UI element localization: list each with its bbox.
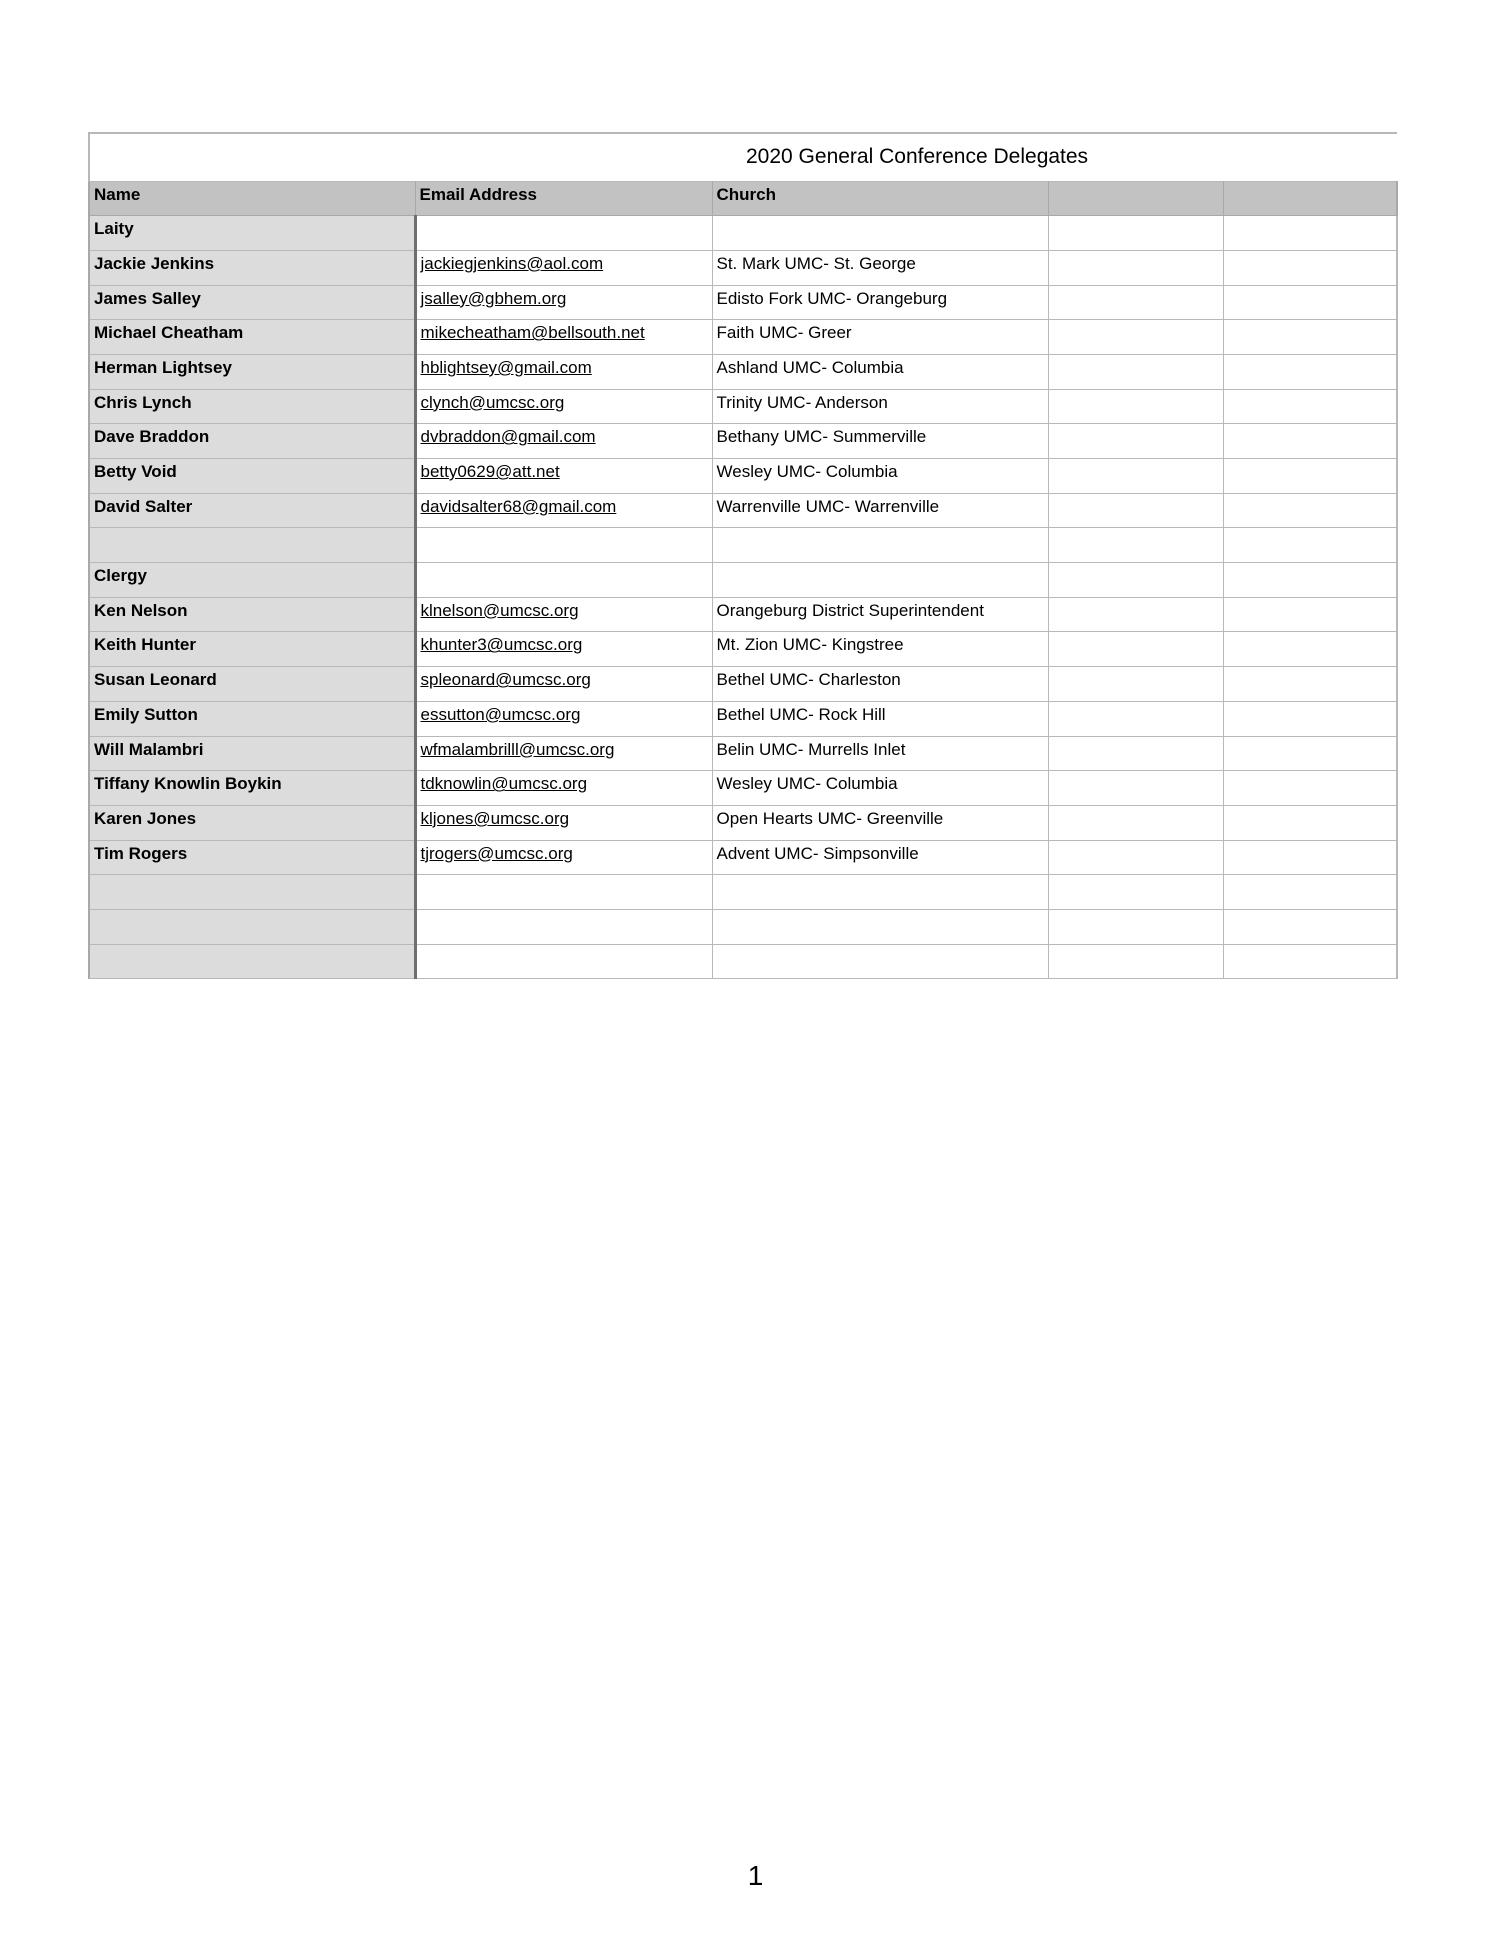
email-cell (415, 528, 712, 563)
email-cell (415, 840, 712, 875)
title-row (89, 133, 1397, 181)
blank-cell (1048, 840, 1223, 875)
table-row (89, 320, 1397, 355)
page-number: 1 (747, 1860, 764, 1891)
email-link[interactable]: kljones@umcsc.org (420, 808, 570, 828)
table-row (89, 459, 1397, 494)
blank-cell (1223, 597, 1397, 632)
name-cell: Chris Lynch (89, 389, 415, 424)
header-email: Email Address (415, 181, 712, 216)
church-cell: Advent UMC- Simpsonville (712, 840, 1048, 875)
blank-cell (1048, 563, 1223, 598)
blank-cell (1223, 320, 1397, 355)
blank-cell (1223, 424, 1397, 459)
email-link[interactable]: betty0629@att.net (420, 462, 560, 481)
email-link[interactable]: davidsalter68@gmail.com (420, 496, 617, 516)
church-cell (712, 944, 1048, 979)
church-cell: Ashland UMC- Columbia (712, 354, 1048, 389)
table-row (89, 563, 1397, 598)
blank-cell (1048, 805, 1223, 840)
table-row (89, 250, 1397, 285)
email-cell (415, 701, 712, 736)
email-link[interactable]: jsalley@gbhem.org (420, 288, 567, 308)
name-cell: Tim Rogers (89, 840, 415, 875)
email-link[interactable]: clynch@umcsc.org (420, 392, 565, 412)
email-cell (415, 389, 712, 424)
blank-cell (1223, 216, 1397, 251)
blank-cell (1223, 909, 1397, 944)
blank-cell (1223, 805, 1397, 840)
name-cell (89, 528, 415, 563)
email-link[interactable]: essutton@umcsc.org (420, 704, 581, 724)
blank-cell (1223, 389, 1397, 424)
email-link[interactable]: spleonard@umcsc.org (420, 670, 591, 690)
table-row (89, 493, 1397, 528)
blank-cell (1223, 944, 1397, 979)
title-cell (89, 133, 1397, 181)
church-cell: Faith UMC- Greer (712, 320, 1048, 355)
name-cell: Michael Cheatham (89, 320, 415, 355)
header-blank-2 (1223, 181, 1397, 216)
email-link[interactable]: tdknowlin@umcsc.org (420, 774, 588, 794)
blank-cell (1048, 701, 1223, 736)
sheet-title: 2020 General Conference Delegates (746, 145, 1089, 169)
blank-cell (1223, 771, 1397, 806)
email-cell (415, 771, 712, 806)
blank-cell (1223, 459, 1397, 494)
name-cell: Clergy (89, 563, 415, 598)
header-blank-1 (1048, 181, 1223, 216)
name-cell: Karen Jones (89, 805, 415, 840)
blank-cell (1048, 944, 1223, 979)
table-body (89, 133, 1397, 979)
blank-cell (1048, 424, 1223, 459)
blank-cell (1223, 667, 1397, 702)
email-link[interactable]: hblightsey@gmail.com (420, 357, 592, 377)
email-cell (415, 909, 712, 944)
church-cell: Open Hearts UMC- Greenville (712, 805, 1048, 840)
table-row (89, 736, 1397, 771)
blank-cell (1048, 875, 1223, 910)
church-cell (712, 875, 1048, 910)
email-cell (415, 563, 712, 598)
blank-cell (1048, 909, 1223, 944)
table-row (89, 805, 1397, 840)
email-link[interactable]: jackiegjenkins@aol.com (420, 253, 604, 273)
email-cell (415, 424, 712, 459)
name-cell: Susan Leonard (89, 667, 415, 702)
church-cell: Orangeburg District Superintendent (712, 597, 1048, 632)
table-row (89, 875, 1397, 910)
table-row (89, 771, 1397, 806)
name-cell: Tiffany Knowlin Boykin (89, 771, 415, 806)
blank-cell (1223, 736, 1397, 771)
blank-cell (1048, 528, 1223, 563)
table-row (89, 632, 1397, 667)
name-cell: Herman Lightsey (89, 354, 415, 389)
email-cell (415, 216, 712, 251)
table-row (89, 389, 1397, 424)
table-row (89, 424, 1397, 459)
church-cell: Wesley UMC- Columbia (712, 459, 1048, 494)
email-cell (415, 667, 712, 702)
email-cell (415, 285, 712, 320)
email-link[interactable]: khunter3@umcsc.org (420, 635, 583, 655)
blank-cell (1223, 840, 1397, 875)
blank-cell (1048, 597, 1223, 632)
table-row (89, 909, 1397, 944)
header-row (89, 181, 1397, 216)
blank-cell (1048, 320, 1223, 355)
blank-cell (1048, 459, 1223, 494)
header-church: Church (712, 181, 1048, 216)
church-cell: St. Mark UMC- St. George (712, 250, 1048, 285)
table-row (89, 667, 1397, 702)
blank-cell (1223, 632, 1397, 667)
blank-cell (1048, 632, 1223, 667)
blank-cell (1048, 736, 1223, 771)
email-cell (415, 736, 712, 771)
email-cell (415, 250, 712, 285)
email-cell (415, 944, 712, 979)
name-cell (89, 944, 415, 979)
church-cell: Mt. Zion UMC- Kingstree (712, 632, 1048, 667)
church-cell: Bethany UMC- Summerville (712, 424, 1048, 459)
blank-cell (1223, 528, 1397, 563)
email-link[interactable]: wfmalambrilll@umcsc.org (420, 739, 615, 759)
email-cell (415, 875, 712, 910)
blank-cell (1223, 563, 1397, 598)
blank-cell (1048, 354, 1223, 389)
blank-cell (1048, 216, 1223, 251)
blank-cell (1223, 493, 1397, 528)
church-cell: Warrenville UMC- Warrenville (712, 493, 1048, 528)
table-row (89, 354, 1397, 389)
name-cell: Dave Braddon (89, 424, 415, 459)
church-cell: Trinity UMC- Anderson (712, 389, 1048, 424)
email-cell (415, 805, 712, 840)
blank-cell (1223, 354, 1397, 389)
email-cell (415, 320, 712, 355)
church-cell: Wesley UMC- Columbia (712, 771, 1048, 806)
name-cell: Betty Void (89, 459, 415, 494)
table-row (89, 944, 1397, 979)
header-name: Name (89, 181, 415, 216)
church-cell: Edisto Fork UMC- Orangeburg (712, 285, 1048, 320)
church-cell: Bethel UMC- Charleston (712, 667, 1048, 702)
email-cell (415, 354, 712, 389)
name-cell: James Salley (89, 285, 415, 320)
table-row (89, 597, 1397, 632)
blank-cell (1223, 875, 1397, 910)
church-cell: Belin UMC- Murrells Inlet (712, 736, 1048, 771)
blank-cell (1048, 493, 1223, 528)
email-link[interactable]: klnelson@umcsc.org (420, 600, 579, 620)
blank-cell (1048, 250, 1223, 285)
email-link[interactable]: dvbraddon@gmail.com (420, 427, 596, 447)
email-link[interactable]: mikecheatham@bellsouth.net (420, 323, 645, 343)
name-cell: Jackie Jenkins (89, 250, 415, 285)
table-row (89, 216, 1397, 251)
church-cell (712, 563, 1048, 598)
blank-cell (1048, 389, 1223, 424)
delegates-table (88, 132, 1398, 979)
name-cell: Will Malambri (89, 736, 415, 771)
table-row (89, 285, 1397, 320)
blank-cell (1223, 250, 1397, 285)
blank-cell (1223, 285, 1397, 320)
name-cell (89, 875, 415, 910)
blank-cell (1048, 771, 1223, 806)
email-link[interactable]: tjrogers@umcsc.org (420, 843, 573, 863)
blank-cell (1048, 667, 1223, 702)
blank-cell (1048, 285, 1223, 320)
name-cell: Keith Hunter (89, 632, 415, 667)
church-cell (712, 216, 1048, 251)
email-cell (415, 597, 712, 632)
church-cell: Bethel UMC- Rock Hill (712, 701, 1048, 736)
name-cell: Laity (89, 216, 415, 251)
table-row (89, 528, 1397, 563)
name-cell: Ken Nelson (89, 597, 415, 632)
email-cell (415, 632, 712, 667)
email-cell (415, 459, 712, 494)
name-cell: Emily Sutton (89, 701, 415, 736)
name-cell: David Salter (89, 493, 415, 528)
email-cell (415, 493, 712, 528)
table-row (89, 701, 1397, 736)
church-cell (712, 528, 1048, 563)
name-cell (89, 909, 415, 944)
church-cell (712, 909, 1048, 944)
table-row (89, 840, 1397, 875)
blank-cell (1223, 701, 1397, 736)
